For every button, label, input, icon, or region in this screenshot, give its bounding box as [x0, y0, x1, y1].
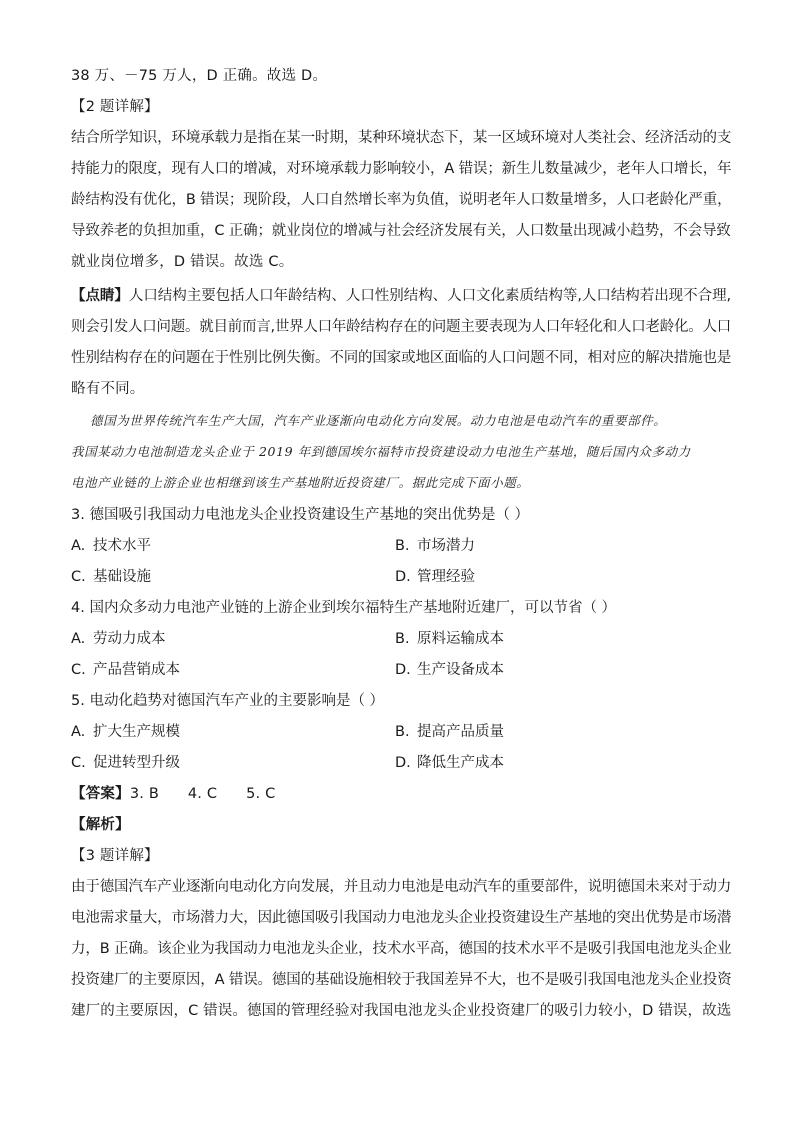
option-text: 劳动力成本 — [93, 631, 166, 647]
material-line: 德国为世界传统汽车生产大国，汽车产业逐渐向电动化方向发展。动力电池是电动汽车的重要部件。 — [90, 413, 667, 428]
option-text: 技术水平 — [93, 538, 151, 554]
question-4-option-b[interactable] — [395, 629, 504, 649]
option-text: 市场潜力 — [417, 538, 475, 554]
question-5-option-c[interactable] — [71, 753, 180, 773]
option-text: 扩大生产规模 — [93, 724, 180, 740]
dianjing-first-line — [71, 286, 731, 306]
dianjing-text-line: 略有不同。 — [71, 381, 145, 397]
dianjing-text-line: 则会引发人口问题。就目前而言,世界人口年龄结构存在的问题主要表现为人口年轻化和人口老龄化。人口 — [71, 319, 732, 335]
material-line: 我国某动力电池制造龙头企业于 2019 年到德国埃尔福特市投资建设动力电池生产基地，随后国内众多动力 — [71, 444, 691, 459]
question-3-stem: 3. 德国吸引我国动力电池龙头企业投资建设生产基地的突出优势是（ ） — [71, 507, 530, 523]
option-letter: A. — [71, 538, 86, 554]
option-text: 提高产品质量 — [417, 724, 504, 740]
analysis-label: 【解析】 — [71, 817, 130, 833]
question-4-option-a[interactable] — [71, 629, 166, 649]
answer-text: 3. B 4. C 5. C — [129, 786, 276, 802]
question-5-option-a[interactable] — [71, 722, 180, 742]
answer-line — [71, 784, 275, 804]
q2-text-line: 龄结构没有优化，B 错误；现阶段，人口自然增长率为负值，说明老年人口数量增多，人口老龄化严重， — [71, 192, 732, 208]
option-text: 产品营销成本 — [93, 662, 180, 678]
dianjing-text: 人口结构主要包括人口年龄结构、人口性别结构、人口文化素质结构等,人口结构若出现不合理, — [128, 288, 732, 304]
q3-text-line: 投资建厂的主要原因，A 错误。德国的基础设施相较于我国差异不大，也不是吸引我国电池龙头企业投资 — [71, 972, 732, 988]
option-letter: B. — [395, 538, 410, 554]
option-text: 基础设施 — [93, 569, 151, 585]
option-letter: C. — [71, 755, 86, 771]
q3-heading: 【3 题详解】 — [71, 848, 159, 864]
q2-text-line: 持能力的限度，现有人口的增减，对环境承载力影响较小，A 错误；新生儿数量减少，老年人口增长，年 — [71, 161, 732, 177]
option-text: 生产设备成本 — [417, 662, 504, 678]
option-text: 降低生产成本 — [417, 755, 504, 771]
answer-label: 【答案】 — [71, 786, 130, 802]
option-letter: C. — [71, 569, 86, 585]
option-letter: B. — [395, 631, 410, 647]
option-letter: D. — [395, 662, 411, 678]
option-text: 原料运输成本 — [417, 631, 504, 647]
option-text: 促进转型升级 — [93, 755, 180, 771]
question-3-option-a[interactable] — [71, 536, 151, 556]
q2-text-line: 导致养老的负担加重，C 正确；就业岗位的增减与社会经济发展有关，人口数量出现减小趋势，不会导致 — [71, 223, 731, 239]
question-3-option-c[interactable] — [71, 567, 151, 587]
option-letter: A. — [71, 724, 86, 740]
material-line: 电池产业链的上游企业也相继到该生产基地附近投资建厂。据此完成下面小题。 — [71, 475, 530, 490]
option-letter: D. — [395, 755, 411, 771]
option-text: 管理经验 — [417, 569, 475, 585]
question-5-stem: 5. 电动化趋势对德国汽车产业的主要影响是（ ） — [71, 693, 385, 709]
question-5-option-d[interactable] — [395, 753, 504, 773]
question-5-option-b[interactable] — [395, 722, 504, 742]
dianjing-text-line: 性别结构存在的问题在于性别比例失衡。不同的国家或地区面临的人口问题不同，相对应的解决措施也是 — [71, 350, 732, 366]
question-4-stem: 4. 国内众多动力电池产业链的上游企业到埃尔福特生产基地附近建厂，可以节省（ ） — [71, 600, 617, 616]
q3-text-line: 电池需求量大，市场潜力大，因此德国吸引我国动力电池龙头企业投资建设生产基地的突出优势是市场潜 — [71, 910, 732, 926]
q2-text-line: 就业岗位增多，D 错误。故选 C。 — [71, 254, 294, 270]
question-3-option-b[interactable] — [395, 536, 475, 556]
q3-text-line: 建厂的主要原因，C 错误。德国的管理经验对我国电池龙头企业投资建厂的吸引力较小，D 错误，故选 — [71, 1003, 732, 1019]
q3-text-line: 由于德国汽车产业逐渐向电动化方向发展，并且动力电池是电动汽车的重要部件，说明德国未来对于动力 — [71, 879, 732, 895]
prev-answer-tail: 38 万、－75 万人，D 正确。故选 D。 — [71, 68, 328, 84]
question-4-option-c[interactable] — [71, 660, 180, 680]
q2-text-line: 结合所学知识，环境承载力是指在某一时期，某种环境状态下，某一区域环境对人类社会、经济活动的支 — [71, 130, 732, 146]
option-letter: B. — [395, 724, 410, 740]
dianjing-label: 【点睛】 — [71, 288, 129, 304]
question-4-option-d[interactable] — [395, 660, 504, 680]
option-letter: D. — [395, 569, 411, 585]
q2-heading: 【2 题详解】 — [71, 99, 159, 115]
option-letter: A. — [71, 631, 86, 647]
option-letter: C. — [71, 662, 86, 678]
q3-text-line: 力，B 正确。该企业为我国动力电池龙头企业，技术水平高，德国的技术水平不是吸引我国电池龙头企业 — [71, 941, 732, 957]
question-3-option-d[interactable] — [395, 567, 475, 587]
